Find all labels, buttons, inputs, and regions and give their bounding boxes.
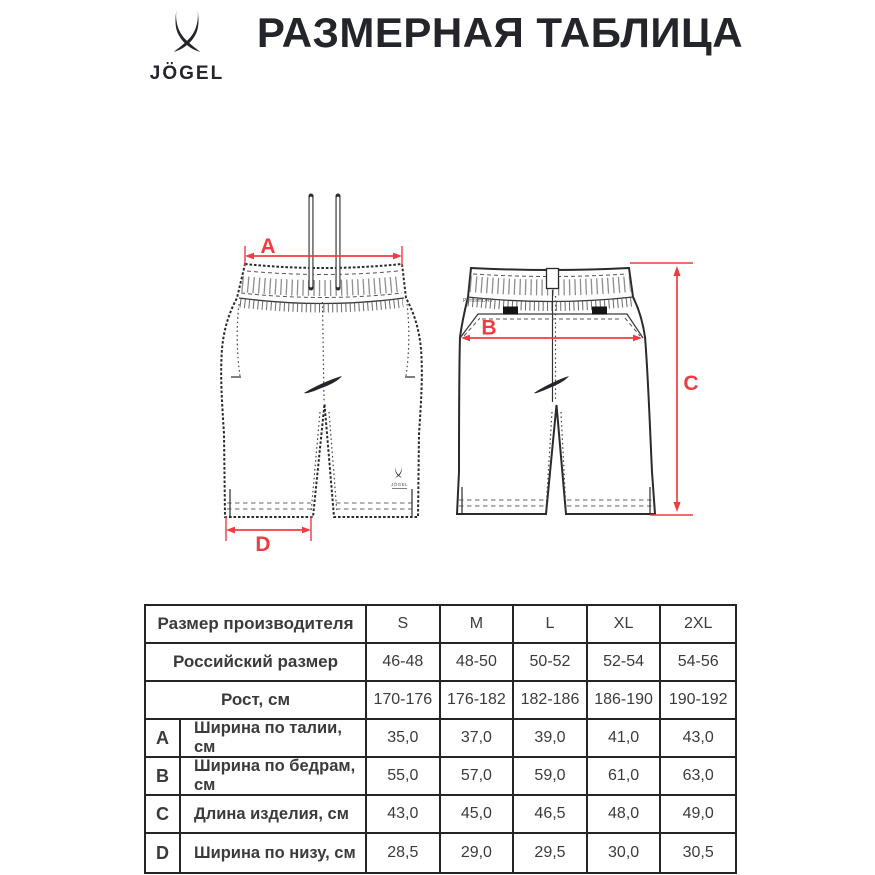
size-value: 61,0 [588,758,662,796]
page-title: РАЗМЕРНАЯ ТАБЛИЦА [256,9,744,56]
size-value: 2XL [661,606,735,644]
table-row-label: Ширина по талии, см [181,720,367,758]
size-value: 54-56 [661,644,735,682]
size-value: 37,0 [441,720,515,758]
table-row-label: Рост, см [146,682,367,720]
size-value: 176-182 [441,682,515,720]
size-value: 45,0 [441,796,515,834]
size-value: M [441,606,515,644]
size-value: 63,0 [661,758,735,796]
dim-letter-cell: B [146,758,181,796]
back-right-loop [592,307,607,315]
size-value: 52-54 [588,644,662,682]
shorts-back-view [457,268,655,514]
size-value: 29,0 [441,834,515,872]
table-row-label: Российский размер [146,644,367,682]
size-value: 50-52 [514,644,588,682]
dim-letter-cell: D [146,834,181,872]
size-value: 182-186 [514,682,588,720]
back-drawcord-channel-box [547,269,559,289]
front-leg-logo-text: JÖGEL [390,482,409,487]
size-value: 190-192 [661,682,735,720]
size-value: 186-190 [588,682,662,720]
back-waistband-text: PerformDRY [463,298,494,304]
table-row-label: Размер производителя [146,606,367,644]
brand-logo [137,4,237,85]
front-outline [221,264,422,517]
size-value: 55,0 [367,758,441,796]
size-value: 43,0 [661,720,735,758]
size-value: 46-48 [367,644,441,682]
size-value: 30,5 [661,834,735,872]
size-value: 30,0 [588,834,662,872]
dim-letter-cell: C [146,796,181,834]
size-value: 49,0 [661,796,735,834]
table-row-label: Ширина по бедрам, см [181,758,367,796]
table-row-label: Ширина по низу, см [181,834,367,872]
size-value: 43,0 [367,796,441,834]
size-value: 48,0 [588,796,662,834]
shorts-diagram [130,140,745,585]
dim-label-d: D [255,533,271,556]
size-value: 59,0 [514,758,588,796]
size-value: S [367,606,441,644]
size-value: L [514,606,588,644]
dim-label-c: C [683,372,699,395]
jogel-v-icon [164,4,210,62]
size-value: 57,0 [441,758,515,796]
brand-wordmark: JÖGEL [149,63,225,84]
size-table [144,604,737,874]
dim-label-b: B [481,316,497,340]
size-value: 46,5 [514,796,588,834]
shorts-front-view [221,196,422,517]
size-value: 29,5 [514,834,588,872]
size-value: 28,5 [367,834,441,872]
size-value: 41,0 [588,720,662,758]
size-value: 48-50 [441,644,515,682]
table-row-label: Длина изделия, см [181,796,367,834]
dim-label-a: A [260,235,276,258]
size-value: 35,0 [367,720,441,758]
size-value: 170-176 [367,682,441,720]
size-value: XL [588,606,662,644]
back-left-loop [503,307,518,315]
size-value: 39,0 [514,720,588,758]
dim-letter-cell: A [146,720,181,758]
